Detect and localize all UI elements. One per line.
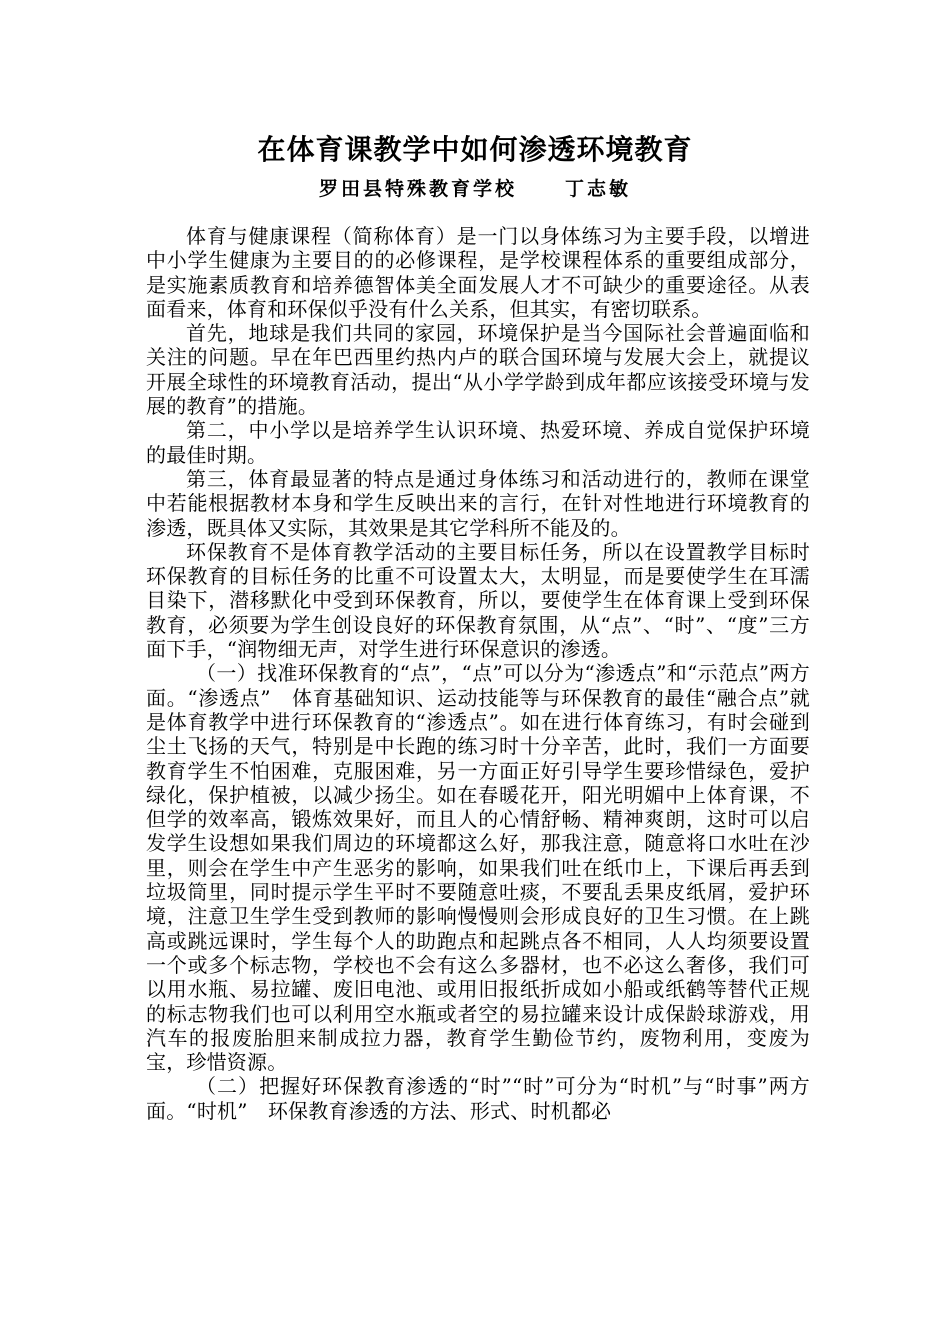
document-title: 在体育课教学中如何渗透环境教育 bbox=[257, 133, 693, 166]
author-byline bbox=[0, 176, 950, 202]
document-body bbox=[146, 224, 810, 1123]
paragraph-section-one: （一）找准环保教育的“点”，“点”可以分为“渗透点”和“示范点”两方面。“渗透点” 体育基础知识、运动技能等与环保教育的最佳“融合点”就是体育教学中进行环保教育的“渗透点”。如在进行体育练习，有时会碰到尘土飞扬的天气，特别是中长跑的练习时十分辛苦，此时，我们一方面要教育学生不怕困难，克服困难，另一方面正好引导学生要珍惜绿色，爱护绿化，保护植被，以减少扬尘。如在春暖花开，阳光明媚中上体育课，不但学的效率高，锻炼效果好，而且人的心情舒畅、精神爽朗，这时可以启发学生设想如果我们周边的环境都这么好，那我注意，随意将口水吐在沙里，则会在学生中产生恶劣的影响，如果我们吐在纸巾上，下课后再丢到垃圾筒里，同时提示学生平时不要随意吐痰，不要乱丢果皮纸屑，爱护环境，注意卫生学生受到教师的影响慢慢则会形成良好的卫生习惯。在上跳高或跳远课时，学生每个人的助跑点和起跳点各不相同，人人均须要设置一个或多个标志物，学校也不会有这么多器材，也不必这么奢侈，我们可以用水瓶、易拉罐、废旧电池、或用旧报纸折成如小船或纸鹤等替代正规的标志物我们也可以利用空水瓶或者空的易拉罐来设计成保龄球游戏，用汽车的报废胎胆来制成拉力器，教育学生勤俭节约，废物利用，变废为宝，珍惜资源。 bbox=[146, 661, 810, 1075]
author-name: 丁志敏 bbox=[565, 178, 632, 200]
paragraph-third: 第三，体育最显著的特点是通过身体练习和活动进行的，教师在课堂中若能根据教材本身和学生反映出来的言行，在针对性地进行环境教育的渗透，既具体又实际，其效果是其它学科所不能及的。 bbox=[146, 466, 810, 540]
paragraph-intro: 体育与健康课程（简称体育）是一门以身体练习为主要手段，以增进中小学生健康为主要目的的必修课程，是学校课程体系的重要组成部分，是实施素质教育和培养德智体美全面发展人才不可缺少的重要途径。从表面看来，体育和环保似乎没有什么关系，但其实，有密切联系。 bbox=[146, 224, 810, 321]
paragraph-approach: 环保教育不是体育教学活动的主要目标任务，所以在设置教学目标时环保教育的目标任务的比重不可设置太大，太明显，而是要使学生在耳濡目染下，潜移默化中受到环保教育，所以，要使学生在体育课上受到环保教育，必须要为学生创设良好的环保教育氛围，从“点”、“时”、“度”三方面下手，“润物细无声，对学生进行环保意识的渗透。 bbox=[146, 539, 810, 662]
paragraph-section-two: （二）把握好环保教育渗透的“时”“时”可分为“时机”与“时事”两方面。“时机” 环保教育渗透的方法、形式、时机都必 bbox=[146, 1074, 810, 1123]
paragraph-first: 首先，地球是我们共同的家园，环境保护是当今国际社会普遍面临和关注的问题。早在年巴西里约热内卢的联合国环境与发展大会上，就提议开展全球性的环境教育活动，提出“从小学学龄到成年都应该接受环境与发展的教育”的措施。 bbox=[146, 321, 810, 419]
paragraph-second: 第二，中小学以是培养学生认识环境、热爱环境、养成自觉保护环境的最佳时期。 bbox=[146, 418, 810, 467]
author-school: 罗田县特殊教育学校 bbox=[318, 178, 517, 200]
